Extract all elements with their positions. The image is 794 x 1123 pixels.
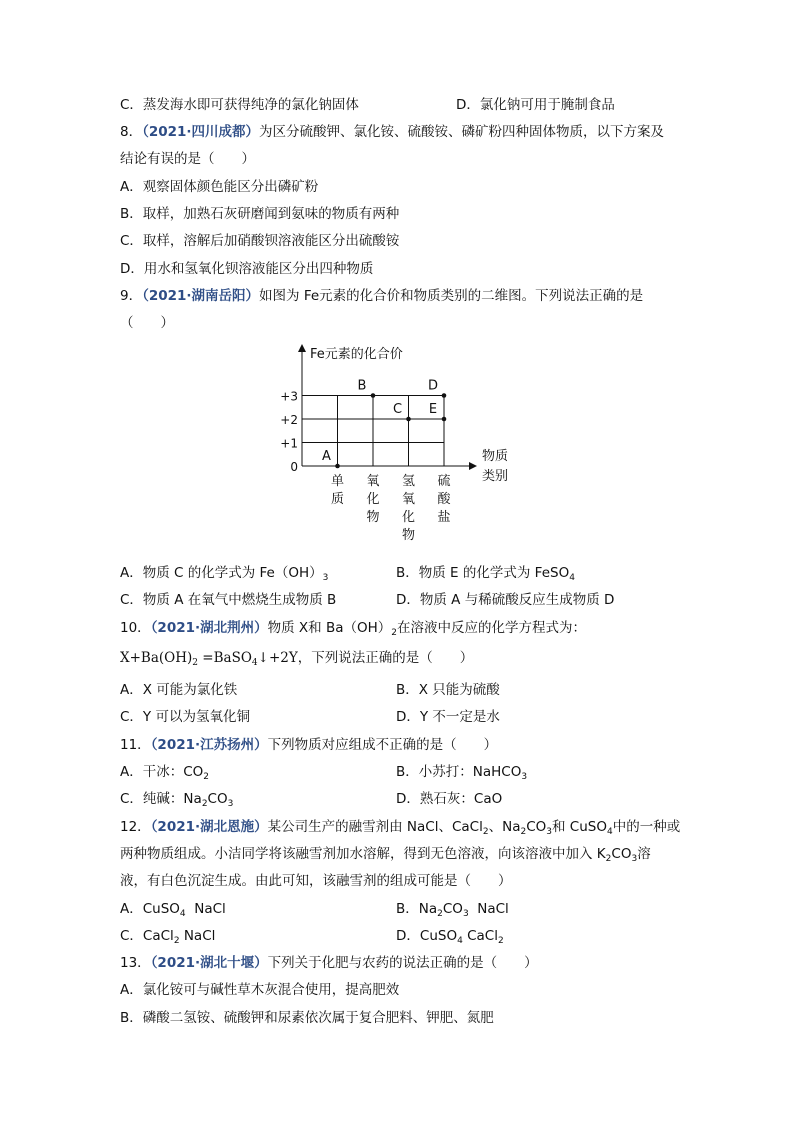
q13-option-b: B．磷酸二氢铵、硫酸钾和尿素依次属于复合肥料、钾肥、氮肥 [120,1010,494,1026]
q9-option-c: C．物质 A 在氧气中燃烧生成物质 B [120,592,337,608]
q10-eq-c: =BaSO [198,650,252,666]
q7-option-d: D．氯化钠可用于腌制食品 [456,97,615,113]
x-category-label: 氧 [401,492,416,507]
point-label-b: B [357,378,367,394]
x-category-label: 物 [366,510,380,525]
valence-class-chart [270,340,530,555]
q12-stem-line3: 液，有白色沉淀生成。由此可知，该融雪剂的组成可能是（ ） [120,873,512,889]
q12-stem-line2 [120,845,651,863]
q11-number: 11． [120,737,151,753]
q12-od-s2: 2 [497,936,504,946]
point-label-a: A [322,449,331,464]
q9-stem-line2: （ ） [120,315,174,331]
q13-option-a: A．氯化铵可与碱性草木灰混合使用，提高肥效 [120,982,400,998]
q10-eq-tail: ，下列说法正确的是（ ） [297,650,474,666]
q11-option-a-text: A．干冰：CO [120,764,204,780]
q10-option-a: A．X 可能为氯化铁 [120,682,238,698]
q10-eq-b: (OH) [158,650,193,666]
q12-s2a: 两种物质组成。小洁同学将该融雪剂加水溶解，得到无色溶液，向该溶液中加入 K [120,846,606,862]
q13-stem [120,954,538,972]
x-category-label: 氧 [366,474,380,489]
q9-option-b-sub: 4 [569,573,575,583]
q9-stem-line1 [120,287,643,305]
q10-option-d: D．Y 不一定是水 [396,709,500,725]
q8-option-b: B．取样，加熟石灰研磨闻到氨味的物质有两种 [120,206,400,222]
point-a [335,464,340,469]
q9-option-a-sub: 3 [322,573,329,583]
q10-equation [120,650,298,666]
q10-source: （2021·湖北荆州） [150,620,268,636]
q8-option-c: C．取样，溶解后加硝酸钡溶液能区分出硫酸铵 [120,233,400,249]
q10-stem-a-sub: 2 [391,628,398,638]
q9-option-a [120,564,328,582]
q12-s1s3: 3 [546,827,552,837]
q12-s1s2: 2 [520,827,527,837]
q9-option-a-text: A．物质 C 的化学式为 Fe（OH） [120,565,323,581]
q8-stem-line2: 结论有误的是（ ） [120,151,255,167]
q9-option-d: D．物质 A 与稀硫酸反应生成物质 D [396,592,615,608]
q12-option-d [396,927,504,945]
q12-s1s4: 4 [606,827,613,837]
q12-oc-a: C．CaCl [120,928,174,944]
x-category-label: 氢 [401,474,416,489]
q12-ob-s2: 3 [462,909,469,919]
q12-stem-line1 [120,818,680,836]
y-tick-label: +2 [280,413,298,427]
q10-option-b: B．X 只能为硫酸 [396,682,500,698]
q9-option-b-text: B．物质 E 的化学式为 FeSO [396,565,570,581]
x-axis-label-1: 物质 [482,449,509,464]
q10-stem-line1 [120,619,586,637]
point-b [371,393,376,398]
q8-number: 8． [120,124,143,140]
y-tick-label: 0 [290,460,298,474]
q12-oa-a: A．CuSO [120,901,180,917]
q10-stem-a: 物质 X和 Ba（OH） [267,620,392,636]
q12-oa-s: 4 [179,909,186,919]
q12-s2s1: 2 [605,854,612,864]
point-label-d: D [427,378,439,394]
q9-stem-text: 如图为 Fe元素的化合价和物质类别的二维图。下列说法正确的是 [259,288,644,304]
q11-option-c-mid: CO [207,791,228,807]
q13-source: （2021·湖北十堰） [150,955,268,971]
q11-option-c-text: C．纯碱：Na [120,791,202,807]
q11-option-a [120,763,209,781]
q12-oc-s: 2 [173,936,180,946]
q11-option-a-sub: 2 [203,772,210,782]
point-d [442,393,447,398]
q10-equation-line [120,649,473,667]
q12-od-a: D．CuSO [396,928,458,944]
q8-option-a: A．观察固体颜色能区分出磷矿粉 [120,179,319,195]
q12-s1c: CO [526,819,547,835]
x-category-label: 化 [401,510,416,525]
q12-source: （2021·湖北恩施） [150,819,268,835]
q10-stem-b: 在溶液中反应的化学方程式为： [397,620,587,636]
q12-s1d: 和 CuSO [552,819,607,835]
q11-source: （2021·江苏扬州） [150,737,268,753]
q8-source: （2021·四川成都） [142,124,260,140]
q12-s1s1: 2 [482,827,489,837]
point-label-e: E [428,402,438,417]
q11-option-d: D．熟石灰：CaO [396,791,503,807]
q12-od-b: CaCl [462,928,498,944]
q12-ob-a: B．Na [396,901,438,917]
q12-ob-b: CO [442,901,463,917]
q12-s1e: 中的一种或 [612,819,681,835]
x-axis-label-2: 类别 [482,469,509,484]
x-category-label: 质 [330,492,345,507]
q10-number: 10． [120,620,151,636]
x-category-label: 单 [330,474,345,489]
point-label-c: C [392,402,403,417]
q11-stem-text: 下列物质对应组成不正确的是（ ） [267,737,498,753]
q10-eq-d: ↓+2Y [257,650,298,666]
q12-s2b: CO [611,846,632,862]
q12-ob-c: NaCl [468,901,509,917]
q12-option-b [396,900,509,918]
q12-option-a [120,900,226,918]
x-category-label: 盐 [437,510,451,525]
q12-od-s: 4 [457,936,463,946]
q10-eq-b-sub: 2 [192,658,199,668]
y-tick-label: +3 [280,389,298,404]
q11-option-b-sub: 3 [521,772,528,782]
q12-oa-b: NaCl [185,901,226,917]
y-axis-label: Fe元素的化合价 [310,347,403,362]
q12-option-c [120,927,215,945]
q12-number: 12． [120,819,151,835]
q9-option-b [396,564,575,582]
q9-number: 9． [120,288,143,304]
q9-source: （2021·湖南岳阳） [142,288,260,304]
q10-option-c: C．Y 可以为氢氧化铜 [120,709,250,725]
q12-oc-b: NaCl [179,928,216,944]
q11-option-b-text: B．小苏打：NaHCO [396,764,522,780]
q12-s2c: 溶 [637,846,651,862]
y-tick-label: +1 [280,436,298,451]
q10-eq-c-sub: 4 [251,658,258,668]
x-category-label: 硫 [437,474,451,489]
q7-option-c: C．蒸发海水即可获得纯净的氯化钠固体 [120,97,359,113]
point-c [406,417,411,422]
q11-option-c [120,790,233,808]
q11-option-b [396,763,527,781]
q12-s1b: 、Na [488,819,521,835]
x-category-label: 化 [366,492,380,507]
q10-eq-a: X+Ba [120,650,159,666]
q13-stem-text: 下列关于化肥与农药的说法正确的是（ ） [267,955,538,971]
q11-option-c-sub1: 2 [201,799,208,809]
q8-stem-line1 [120,123,664,141]
q11-stem [120,736,497,754]
q11-option-c-sub2: 3 [227,799,234,809]
point-e [442,417,447,422]
q13-number: 13． [120,955,151,971]
q12-s1a: 某公司生产的融雪剂由 NaCl、CaCl [267,819,483,835]
x-category-label: 酸 [437,492,451,507]
q12-ob-s1: 2 [437,909,443,919]
q8-option-d: D．用水和氢氧化钡溶液能区分出四种物质 [120,261,374,277]
x-category-label: 物 [401,528,416,543]
q12-s2s2: 3 [631,854,638,864]
q8-stem-text: 为区分硫酸钾、氯化铵、硫酸铵、磷矿粉四种固体物质，以下方案及 [259,124,665,140]
